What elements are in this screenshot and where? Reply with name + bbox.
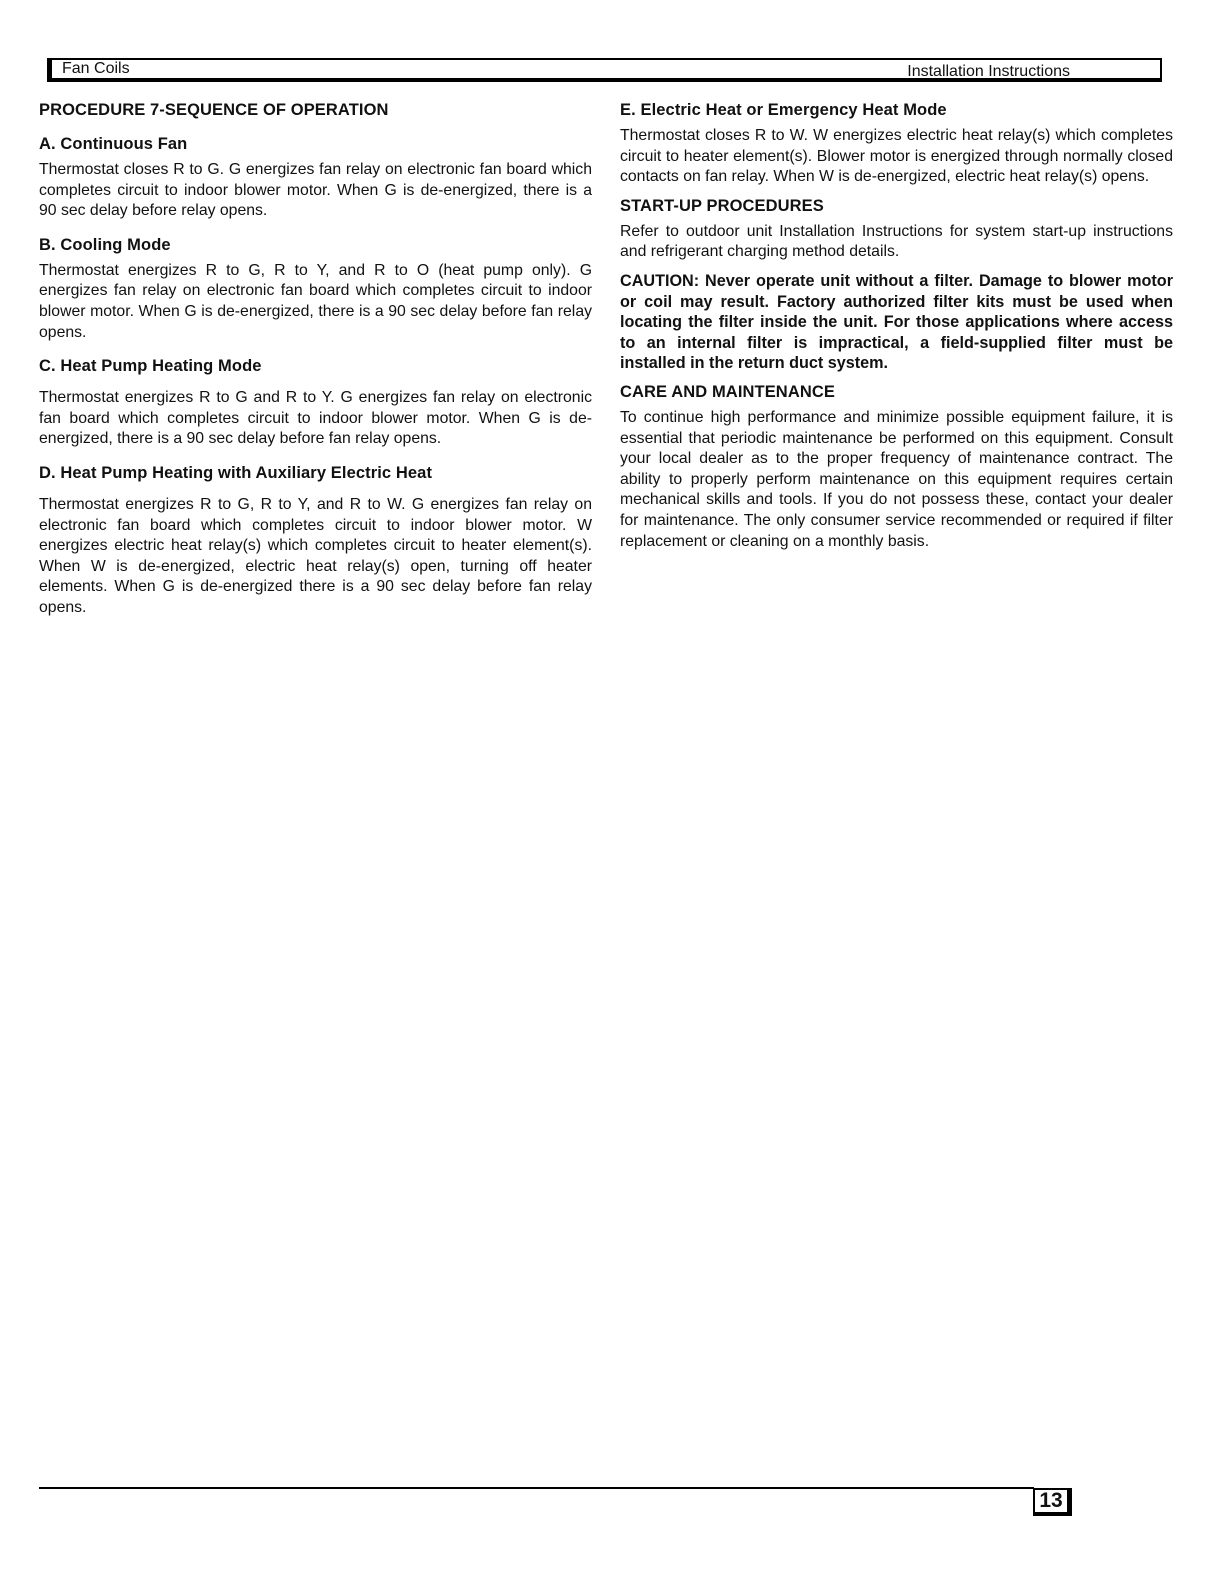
header-product-title: Fan Coils — [62, 60, 130, 77]
procedure-title: PROCEDURE 7-SEQUENCE OF OPERATION — [39, 101, 389, 119]
section-b-text: Thermostat energizes R to G, R to Y, and R to O (heat pump only). G energizes fan relay on electronic fan board which completes circuit to indoor blower motor. When G is de-energized, there is a 90 sec delay before fan relay opens. — [39, 261, 592, 341]
header-document-type: Installation Instructions — [907, 63, 1070, 80]
section-c-heading: C. Heat Pump Heating Mode — [39, 357, 262, 376]
footer-divider — [39, 1487, 1034, 1489]
startup-text: Refer to outdoor unit Installation Instructions for system start-up instructions and refrigerant charging method details. — [620, 222, 1173, 261]
care-heading: CARE AND MAINTENANCE — [620, 382, 835, 401]
section-b-heading: B. Cooling Mode — [39, 235, 171, 254]
right-column — [620, 100, 1173, 565]
caution-notice: CAUTION: Never operate unit without a filter. Damage to blower motor or coil may result. Factory authorized filter kits must be used when locating the filter inside the unit. For those applications where access to an internal filter is impractical, a field-supplied filter must be installed in the return duct system. — [620, 271, 1173, 373]
section-e-heading: E. Electric Heat or Emergency Heat Mode — [620, 101, 947, 119]
section-a-heading: A. Continuous Fan — [39, 135, 188, 153]
left-column — [39, 100, 592, 632]
section-a-text: Thermostat closes R to G. G energizes fan relay on electronic fan board which completes circuit to indoor blower motor. When G is de-energized, there is a 90 sec delay before relay opens. — [39, 161, 592, 220]
care-text: To continue high performance and minimize possible equipment failure, it is essential that periodic maintenance be performed on this equipment. Consult your local dealer as to the proper frequency of maintenance contract. The ability to properly perform maintenance on this equipment requires certain mechanical skills and tools. If you do not possess these, contact your dealer for maintenance. The only consumer service recommended or required if filter replacement or cleaning on a monthly basis. — [620, 408, 1173, 550]
startup-heading: START-UP PROCEDURES — [620, 196, 824, 215]
section-d-heading: D. Heat Pump Heating with Auxiliary Electric Heat — [39, 463, 433, 482]
section-c-text: Thermostat energizes R to G and R to Y. G energizes fan relay on electronic fan board which completes circuit to indoor blower motor. When G is de-energized, there is a 90 sec delay before fan relay opens. — [39, 389, 592, 448]
section-d-text: Thermostat energizes R to G, R to Y, and R to W. G energizes fan relay on electronic fan board which completes circuit to indoor blower motor. W energizes electric heat relay(s) which completes circuit to heater element(s). When W is de-energized, electric heat relay(s) open, turning off heater elements. When G is de-energized there is a 90 sec delay before fan relay opens. — [39, 495, 592, 616]
section-e-text: Thermostat closes R to W. W energizes electric heat relay(s) which completes circuit to heater element(s). Blower motor is energized through normally closed contacts on fan relay. When W is de-energized, electric heat relay(s) opens. — [620, 127, 1173, 186]
page-header — [47, 58, 1162, 82]
page-number: 13 — [1033, 1488, 1072, 1516]
